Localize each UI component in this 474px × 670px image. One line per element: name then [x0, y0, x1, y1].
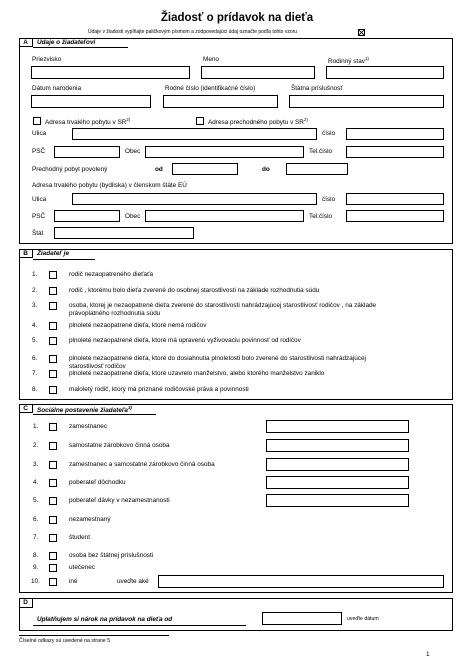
marital-ref: 1) [364, 56, 369, 61]
other-specify-field[interactable] [158, 575, 444, 588]
town2-label: Obec [125, 213, 141, 220]
nationality-label: Štátna príslušnosť [291, 85, 343, 92]
street-field[interactable] [72, 128, 317, 140]
surname-field[interactable] [31, 66, 190, 79]
section-c-item-text: zamestnanec [69, 423, 108, 430]
section-b-checkbox[interactable] [49, 386, 57, 394]
section-c-item-number: 3. [33, 461, 39, 468]
section-b-item-number: 6. [32, 355, 38, 362]
section-b-checkbox[interactable] [49, 370, 57, 378]
section-b-item-number: 2. [32, 287, 38, 294]
claim-date-label: uveďte dátum [347, 616, 379, 622]
temp-to-field[interactable] [286, 163, 348, 175]
street2-label: Ulica [32, 196, 47, 203]
section-b-item-text: plnoleté nezaopatrené dieťa, ktoré uzavrelo manželstvo, alebo ktorého manželstvo zaniklo [69, 370, 325, 377]
section-c-item-number: 6. [33, 516, 39, 523]
number2-label: číslo [322, 196, 336, 203]
number2-field[interactable] [346, 193, 444, 205]
section-c-checkbox[interactable] [49, 461, 57, 469]
section-b-checkbox[interactable] [49, 287, 57, 295]
sample-check-icon [358, 29, 365, 36]
section-c-checkbox[interactable] [49, 516, 57, 524]
other-specify-label: uveďte aké [117, 578, 149, 585]
permanent-addr-label [45, 118, 130, 127]
section-b-checkbox[interactable] [49, 355, 57, 363]
temporary-addr-label [208, 118, 308, 127]
surname-label: Priezvisko [32, 56, 62, 63]
section-c-item-text: osoba bez štátnej príslušnosti [69, 552, 154, 559]
section-b-checkbox[interactable] [49, 302, 57, 310]
section-c-item-text: iné [69, 578, 78, 585]
birthnum-field[interactable] [163, 95, 278, 108]
section-c-item-number: 1. [33, 423, 39, 430]
section-c-item-number: 4. [33, 479, 39, 486]
section-c-checkbox[interactable] [49, 534, 57, 542]
section-c-tag: C [19, 404, 33, 413]
section-c-item-number: 2. [33, 442, 39, 449]
psc-label: PSČ [32, 148, 46, 155]
section-b-item-text: plnoleté nezaopatrené dieťa, ktoré má upravenú vyživovaciu povinnosť od rodičov [69, 337, 301, 344]
section-c-heading-text: Sociálne postavenie žiadateľa [37, 407, 128, 415]
claim-date-field[interactable] [262, 612, 342, 625]
section-b-item-text: plnoleté nezaopatrené dieťa, ktoré nemá rodičov [69, 322, 207, 329]
phone2-field[interactable] [346, 210, 444, 222]
section-c-checkbox[interactable] [49, 564, 57, 572]
town2-field[interactable] [145, 210, 304, 222]
psc-field[interactable] [54, 146, 120, 158]
section-c-item-number: 5. [33, 497, 39, 504]
section-c-ref: 3) [127, 405, 132, 410]
section-b-tag: B [19, 249, 33, 258]
marital-field[interactable] [326, 66, 444, 79]
section-b-checkbox[interactable] [49, 271, 57, 279]
footnote: Číselné odkazy sú uvedené na strane 5 [19, 638, 111, 644]
section-c-item-text: utečenec [69, 564, 95, 571]
section-a-heading: Údaje o žiadateľovi [37, 39, 96, 46]
nationality-field[interactable] [289, 95, 444, 108]
to-label: do [262, 166, 270, 173]
section-b-item-text: maloletý rodič, ktorý má priznané rodičovské práva a povinnosti [69, 386, 249, 393]
temporary-addr-checkbox[interactable] [196, 117, 204, 125]
birthdate-label: Dátum narodenia [32, 85, 82, 92]
permanent-addr-text: Adresa trvalého pobytu v SR [45, 119, 127, 127]
section-d-tag: D [19, 598, 33, 608]
section-c-item-text: študent [69, 534, 90, 541]
state-label: Štát [32, 230, 44, 237]
section-c-item-number: 10. [31, 578, 40, 585]
section-b-heading: Žiadateľ je [37, 250, 70, 257]
street-label: Ulica [32, 130, 47, 137]
section-c-item-text: poberateľ dávky v nezamestnanosti [69, 497, 170, 504]
section-b-checkbox[interactable] [49, 337, 57, 345]
permanent-ref: 2) [126, 117, 131, 122]
section-b-item-number: 1. [32, 271, 38, 278]
psc2-label: PSČ [32, 213, 46, 220]
section-b-item-text: plnoleté nezaopatrené dieťa, ktoré do dosiahnutia plnoletosti bolo zverené do starostlivosti nahrádzajúcej [69, 355, 366, 362]
section-c-checkbox[interactable] [49, 479, 57, 487]
phone-label: Tel.číslo [309, 148, 333, 155]
birthnum-label: Rodné číslo (identifikačné číslo) [165, 85, 256, 92]
section-b-item-text-cont: starostlivosť rodičov [69, 363, 126, 370]
section-b-item-text: osoba, ktorej je nezaopatrené dieťa zverené do starostlivosti nahrádzajúcej starostlivosť rodičov , na základe [69, 302, 377, 309]
section-c-item-text: nezamestnaný [69, 516, 111, 523]
marital-text: Rodinný stav [328, 58, 365, 66]
phone-field[interactable] [346, 146, 444, 158]
temp-from-field[interactable] [172, 163, 238, 175]
section-c-item-number: 8. [33, 552, 39, 559]
section-c-checkbox[interactable] [49, 497, 57, 505]
section-a-tag: A [19, 38, 33, 47]
section-b-checkbox[interactable] [49, 322, 57, 330]
section-c-item-text: zamestnanec a samostatne zárobkovo činná osoba [69, 461, 215, 468]
instruction-text: Údaje v žiadosti vypĺňajte paličkovým písmom a zodpovedajúci údaj označte podľa tohto vzoru [88, 29, 298, 35]
permanent-addr-checkbox[interactable] [33, 117, 41, 125]
street2-field[interactable] [72, 193, 317, 205]
section-b-item-number: 3. [32, 302, 38, 309]
section-c-item-text: poberateľ dôchodku [69, 479, 126, 486]
phone2-label: Tel.číslo [309, 213, 333, 220]
town-label: Obec [125, 148, 141, 155]
state-field[interactable] [54, 227, 194, 239]
birthdate-field[interactable] [31, 95, 151, 108]
town-field[interactable] [145, 146, 304, 158]
psc2-field[interactable] [54, 210, 120, 222]
section-c-detail-field[interactable] [266, 420, 409, 433]
section-c-checkbox[interactable] [49, 423, 57, 431]
section-c-item-number: 9. [33, 564, 39, 571]
section-b-item-number: 7. [32, 370, 38, 377]
section-c-checkbox[interactable] [49, 552, 57, 560]
section-c-detail-field[interactable] [266, 439, 409, 452]
section-c-item-text: samostatne zárobkovo činná osoba [69, 442, 170, 449]
page-number: 1 [426, 651, 430, 658]
number-field[interactable] [346, 128, 444, 140]
section-b-item-number: 8. [32, 386, 38, 393]
section-b-item-text: rodič , ktorému bolo dieťa zverené do osobnej starostlivosti na základe rozhodnutia súdu [69, 287, 320, 294]
section-b-item-text-cont: právoplatného rozhodnutia súdu [69, 310, 161, 317]
section-d [19, 598, 453, 631]
section-c-item-number: 7. [33, 534, 39, 541]
section-c-detail-field[interactable] [266, 458, 409, 471]
temporary-ref: 2) [303, 117, 308, 122]
number-label: číslo [322, 130, 336, 137]
temp-allowed-label: Prechodný pobyt povolený [32, 166, 108, 173]
section-c-detail-field[interactable] [266, 494, 409, 507]
section-c-detail-field[interactable] [266, 476, 409, 489]
section-b-item-number: 4. [32, 322, 38, 329]
page-title: Žiadosť o prídavok na dieťa [160, 12, 314, 24]
temporary-addr-text: Adresa prechodného pobytu v SR [208, 119, 304, 127]
section-c-checkbox[interactable] [49, 578, 57, 586]
eu-addr-label: Adresa trvalého pobytu (bydliska) v členskom štáte EÚ [32, 182, 187, 189]
claim-text: Uplatňujem si nárok na prídavok na dieťa od [37, 616, 173, 623]
from-label: od [155, 166, 163, 173]
section-c-checkbox[interactable] [49, 442, 57, 450]
section-b-item-text: rodič nezaopatreného dieťaťa [69, 271, 154, 278]
name-field[interactable] [201, 66, 315, 79]
marital-label [328, 57, 369, 66]
name-label: Meno [203, 56, 219, 63]
section-b-item-number: 5. [32, 337, 38, 344]
